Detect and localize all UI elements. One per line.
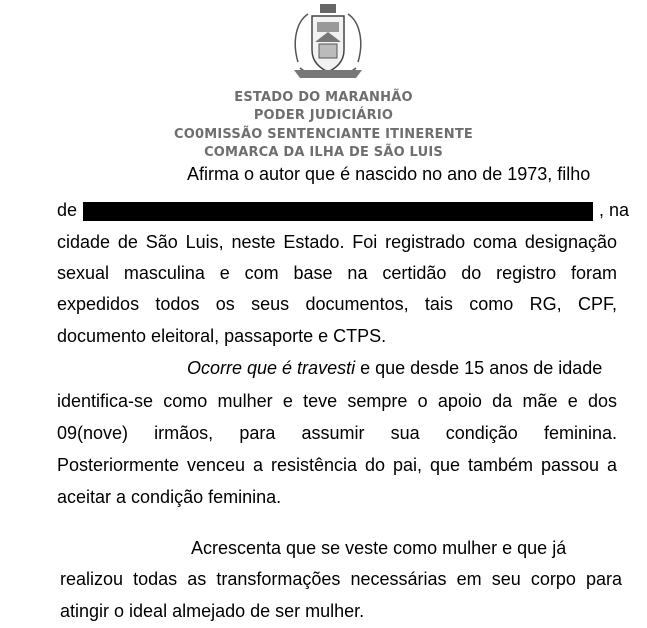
header-state: ESTADO DO MARANHÃO xyxy=(234,90,413,105)
p3-line1: Acrescenta que se veste como mulher e que já xyxy=(191,538,567,558)
p2-line2: identifica-se como mulher e teve sempre o apoio da mãe e dos xyxy=(57,391,617,411)
coat-of-arms-seal-icon xyxy=(290,2,366,82)
p2-line3: 09(nove) irmãos, para assumir sua condição feminina. xyxy=(57,423,617,443)
p1-line2-start: de xyxy=(57,200,78,220)
p2-line5: aceitar a condição feminina. xyxy=(57,487,282,507)
p2-line4: Posteriormente venceu a resistência do pai, que também passou a xyxy=(57,455,617,475)
p1-line5: expedidos todos os seus documentos, tais como RG, CPF, xyxy=(57,294,617,314)
p1-line4: sexual masculina e com base na certidão do registro foram xyxy=(57,263,617,283)
p1-line1: Afirma o autor que é nascido no ano de 1973, filho xyxy=(187,164,591,184)
p1-line2 xyxy=(57,199,630,221)
p1-line3: cidade de São Luis, neste Estado. Foi registrado coma designação xyxy=(57,232,617,252)
header-judiciary: PODER JUDICIÁRIO xyxy=(253,108,394,123)
redaction-bar xyxy=(83,202,593,221)
header-commission: CO0MISSÃO SENTENCIANTE ITINERENTE xyxy=(174,127,473,142)
p3-line3: atingir o ideal almejado de ser mulher. xyxy=(60,601,365,621)
p1-line2-end: , na xyxy=(599,200,630,220)
p3-line2: realizou todas as transformações necessárias em seu corpo para xyxy=(60,569,622,589)
p2-line1-italic: Ocorre que é travesti xyxy=(187,358,356,378)
p2-line1 xyxy=(187,357,602,379)
header-district: COMARCA DA ILHA DE SÃO LUIS xyxy=(204,145,443,160)
p1-line6: documento eleitoral, passaporte e CTPS. xyxy=(57,326,387,346)
p2-line1-rest: e que desde 15 anos de idade xyxy=(355,358,603,378)
